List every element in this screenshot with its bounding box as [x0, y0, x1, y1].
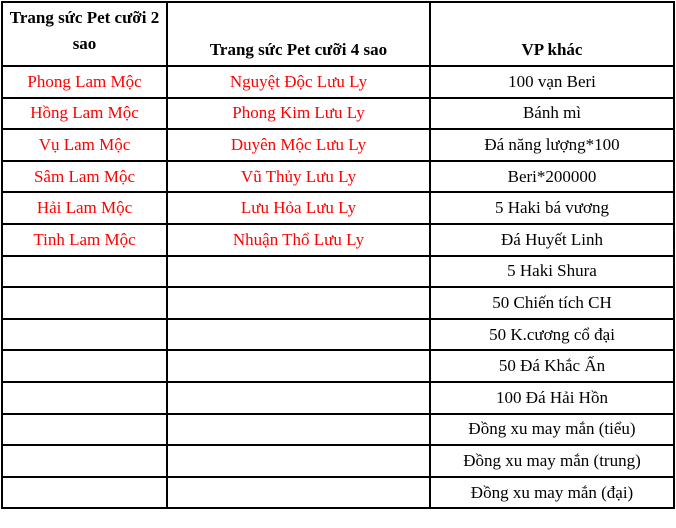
cell-pet-2-star	[2, 382, 167, 414]
cell-other-item: Đồng xu may mắn (trung)	[430, 445, 674, 477]
cell-pet-4-star	[167, 256, 430, 288]
cell-pet-4-star	[167, 382, 430, 414]
cell-pet-4-star	[167, 445, 430, 477]
cell-pet-2-star: Hải Lam Mộc	[2, 192, 167, 224]
reward-table	[1, 1, 675, 509]
cell-pet-4-star	[167, 287, 430, 319]
table-row	[2, 477, 674, 509]
cell-other-item: 50 Chiến tích CH	[430, 287, 674, 319]
header-row	[2, 2, 674, 66]
cell-pet-4-star: Nguyệt Độc Lưu Ly	[167, 66, 430, 98]
cell-pet-4-star: Lưu Hỏa Lưu Ly	[167, 192, 430, 224]
cell-other-item: 100 vạn Beri	[430, 66, 674, 98]
table-row	[2, 66, 674, 98]
table-row	[2, 129, 674, 161]
table-row	[2, 350, 674, 382]
table-row	[2, 445, 674, 477]
cell-pet-4-star: Phong Kim Lưu Ly	[167, 98, 430, 130]
table-row	[2, 287, 674, 319]
cell-pet-2-star	[2, 287, 167, 319]
cell-pet-2-star	[2, 445, 167, 477]
cell-pet-4-star: Nhuận Thổ Lưu Ly	[167, 224, 430, 256]
cell-pet-2-star: Vụ Lam Mộc	[2, 129, 167, 161]
cell-pet-4-star	[167, 414, 430, 446]
cell-pet-2-star	[2, 414, 167, 446]
cell-pet-4-star	[167, 350, 430, 382]
header-pet-4-star: Trang sức Pet cưỡi 4 sao	[167, 2, 430, 66]
cell-pet-2-star	[2, 350, 167, 382]
table-body	[2, 66, 674, 508]
table-row	[2, 414, 674, 446]
cell-other-item: Đá năng lượng*100	[430, 129, 674, 161]
table-row	[2, 161, 674, 193]
cell-other-item: 5 Haki bá vương	[430, 192, 674, 224]
cell-other-item: Bánh mì	[430, 98, 674, 130]
table-row	[2, 319, 674, 351]
cell-other-item: Đồng xu may mắn (đại)	[430, 477, 674, 509]
header-other-items: VP khác	[430, 2, 674, 66]
table-row	[2, 382, 674, 414]
cell-other-item: 5 Haki Shura	[430, 256, 674, 288]
cell-pet-4-star: Duyên Mộc Lưu Ly	[167, 129, 430, 161]
cell-pet-2-star: Sâm Lam Mộc	[2, 161, 167, 193]
cell-other-item: Đá Huyết Linh	[430, 224, 674, 256]
cell-other-item: 100 Đá Hải Hồn	[430, 382, 674, 414]
cell-pet-2-star	[2, 477, 167, 509]
cell-pet-4-star	[167, 319, 430, 351]
cell-pet-2-star: Phong Lam Mộc	[2, 66, 167, 98]
table-row	[2, 256, 674, 288]
table-row	[2, 98, 674, 130]
cell-pet-4-star	[167, 477, 430, 509]
header-pet-2-star: Trang sức Pet cưỡi 2 sao	[2, 2, 167, 66]
table-row	[2, 224, 674, 256]
cell-pet-2-star	[2, 319, 167, 351]
cell-pet-4-star: Vũ Thủy Lưu Ly	[167, 161, 430, 193]
table-row	[2, 192, 674, 224]
cell-other-item: 50 Đá Khắc Ấn	[430, 350, 674, 382]
cell-other-item: Beri*200000	[430, 161, 674, 193]
cell-pet-2-star: Tinh Lam Mộc	[2, 224, 167, 256]
cell-pet-2-star	[2, 256, 167, 288]
cell-other-item: Đồng xu may mắn (tiểu)	[430, 414, 674, 446]
cell-pet-2-star: Hồng Lam Mộc	[2, 98, 167, 130]
cell-other-item: 50 K.cương cổ đại	[430, 319, 674, 351]
